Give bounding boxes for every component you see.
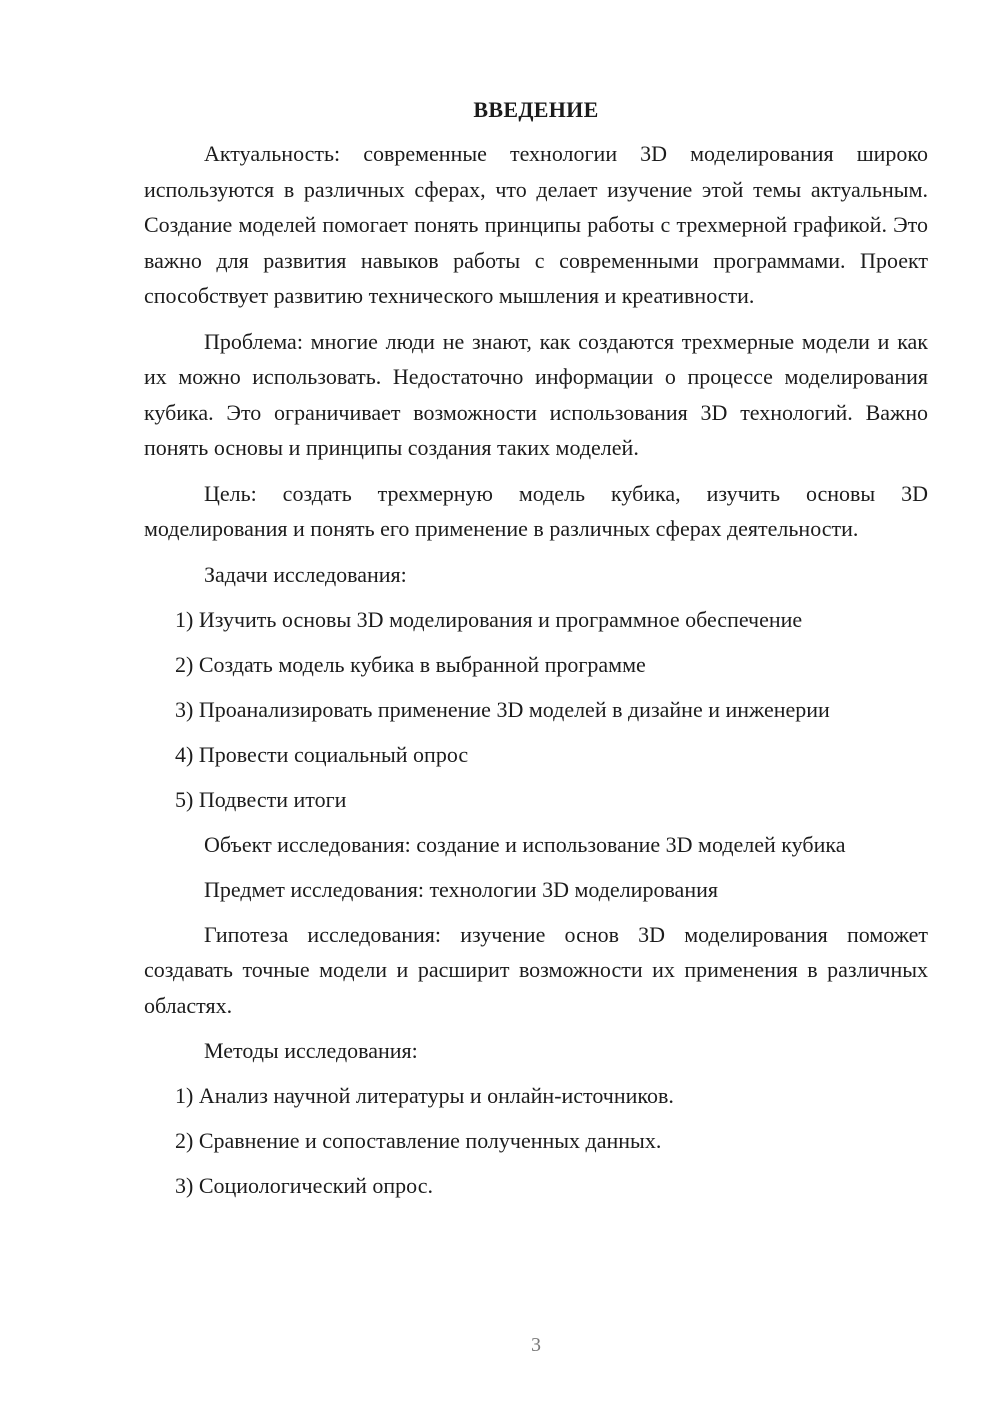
tasks-heading: Задачи исследования: xyxy=(204,561,407,587)
list-item: 5) Подвести итоги xyxy=(175,786,347,812)
page-number: 3 xyxy=(531,1334,541,1356)
relevance-paragraph: Актуальность: современные технологии 3D моделирования широко используются в различных сферах, что делает изучение этой темы актуальным. Создание моделей помогает понять принципы работы с трехмерной графикой. Это важно для развития навыков работы с современными программами. Проект способствует развитию технического мышления и креативности. xyxy=(144,141,928,308)
document-title: ВВЕДЕНИЕ xyxy=(473,97,599,122)
methods-list xyxy=(144,1078,928,1203)
document-page xyxy=(144,92,928,1213)
list-item: 3) Проанализировать применение 3D моделей в дизайне и инженерии xyxy=(175,696,830,722)
list-item: 2) Сравнение и сопоставление полученных данных. xyxy=(175,1128,662,1153)
list-item: 2) Создать модель кубика в выбранной программе xyxy=(175,651,646,677)
object-line: Объект исследования: создание и использование 3D моделей кубика xyxy=(204,831,846,857)
list-item: 4) Провести социальный опрос xyxy=(175,741,469,767)
goal-paragraph: Цель: создать трехмерную модель кубика, изучить основы 3D моделирования и понять его применение в различных сферах деятельности. xyxy=(144,480,928,541)
list-item: 1) Анализ научной литературы и онлайн-источников. xyxy=(175,1083,674,1108)
hypothesis-paragraph: Гипотеза исследования: изучение основ 3D моделирования поможет создавать точные модели и расширит возможности их применения в различных областях. xyxy=(144,921,928,1018)
list-item: 3) Социологический опрос. xyxy=(175,1173,433,1198)
problem-paragraph: Проблема: многие люди не знают, как создаются трехмерные модели и как их можно использовать. Недостаточно информации о процессе моделирования кубика. Это ограничивает возможности использования 3D технологий. Важно понять основы и принципы создания таких моделей. xyxy=(144,328,928,460)
subject-line: Предмет исследования: технологии 3D моделирования xyxy=(204,876,718,902)
methods-heading: Методы исследования: xyxy=(204,1038,418,1063)
list-item: 1) Изучить основы 3D моделирования и программное обеспечение xyxy=(175,606,803,632)
tasks-list xyxy=(144,602,928,817)
